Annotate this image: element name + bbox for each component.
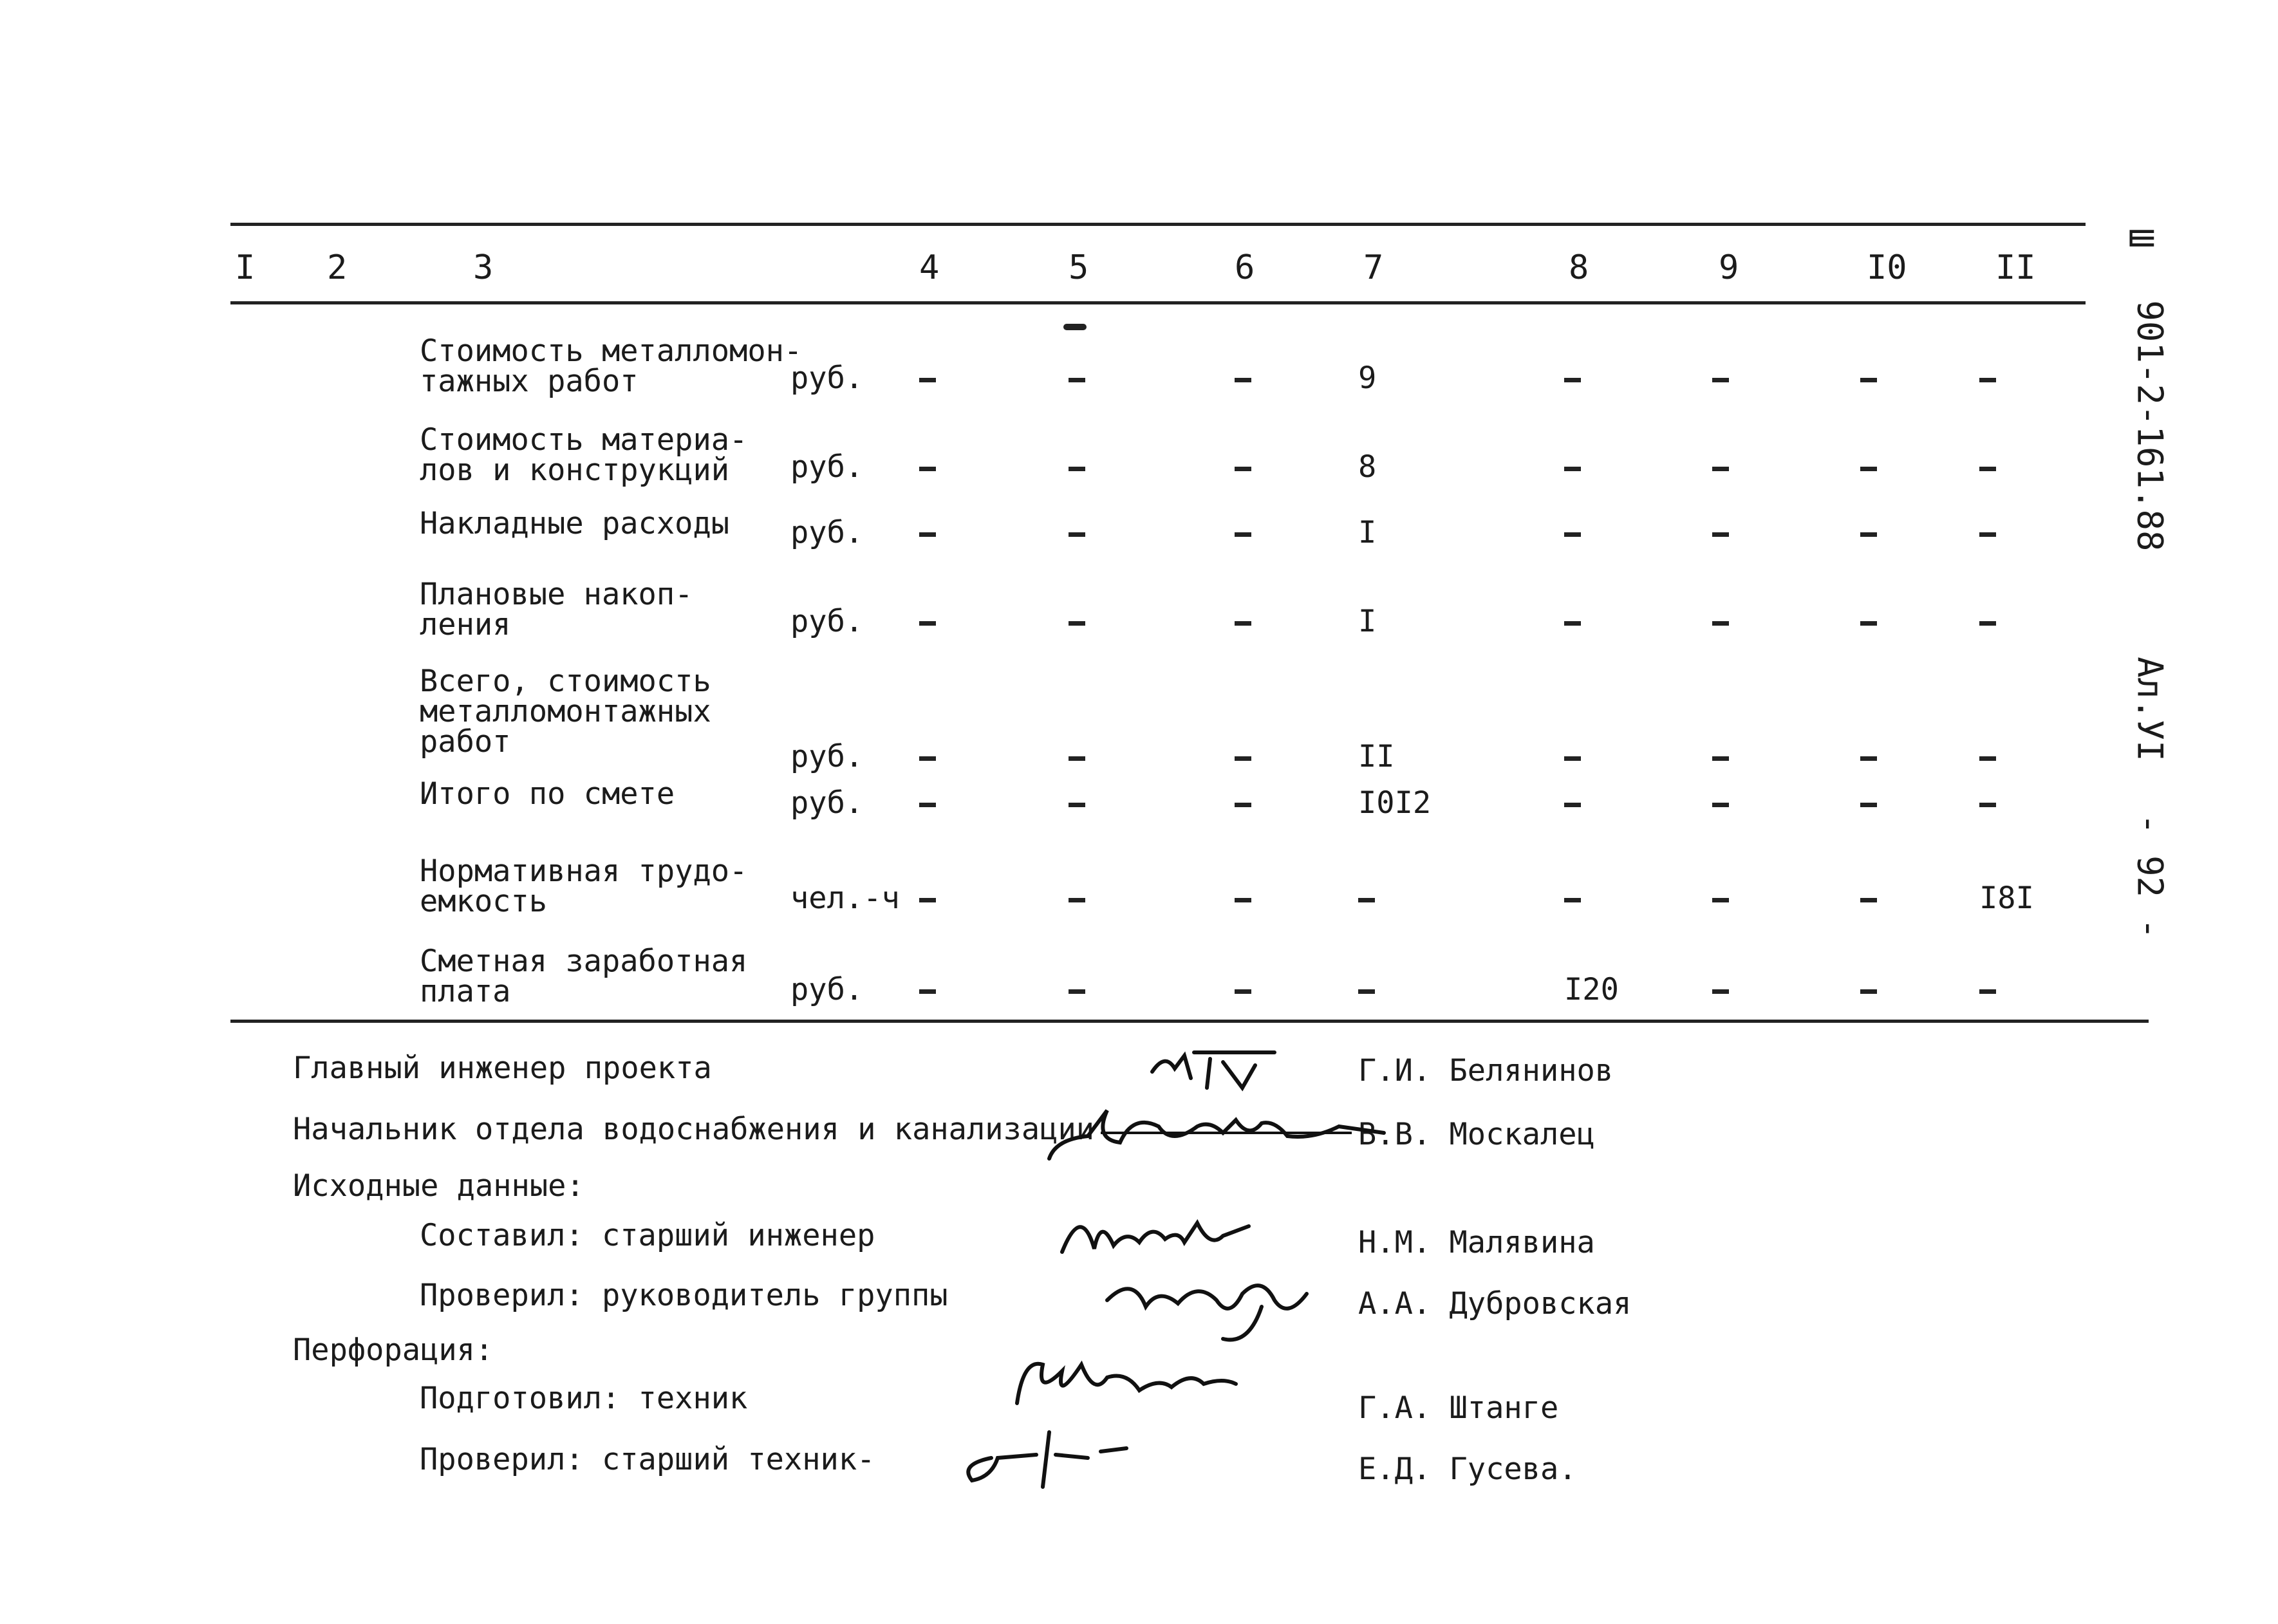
- table-cell-dash: [1564, 449, 1581, 485]
- table-cell-dash: [1979, 604, 1996, 639]
- table-cell-dash: [1069, 604, 1085, 639]
- header-col-8: 8: [1569, 248, 1589, 287]
- table-cell-dash: [1712, 604, 1729, 639]
- department-head-name: В.В. Москалец: [1358, 1117, 1595, 1152]
- table-cell: I: [1358, 604, 1377, 639]
- table-cell-dash: [1860, 604, 1877, 639]
- table-cell-dash: [1069, 785, 1085, 821]
- signature-compiled: [1056, 1197, 1262, 1268]
- table-cell-dash: [1712, 739, 1729, 774]
- table-cell-dash: [1712, 515, 1729, 550]
- row-unit: руб.: [790, 785, 864, 821]
- table-cell-dash: [1069, 449, 1085, 485]
- prepared-name: Г.А. Штанге: [1358, 1390, 1559, 1426]
- table-cell-dash: [919, 739, 936, 774]
- header-bottom-rule: [230, 301, 2086, 304]
- table-cell-dash: [1712, 785, 1729, 821]
- table-cell-dash: [1235, 881, 1251, 916]
- header-col-6: 6: [1235, 248, 1255, 287]
- row-label: Всего, стоимость металломонтажных работ: [420, 664, 711, 760]
- signature-checked: [1094, 1262, 1326, 1352]
- row-label: Стоимость материа- лов и конструкций: [420, 422, 748, 488]
- table-cell-dash: [1712, 972, 1729, 1007]
- row-unit: руб.: [790, 739, 864, 774]
- row-label: Накладные расходы: [420, 506, 730, 541]
- table-cell: I20: [1564, 972, 1619, 1007]
- table-cell-dash: [1235, 739, 1251, 774]
- table-cell-dash: [919, 881, 936, 916]
- document-code: 901-2-161.88: [2129, 300, 2171, 552]
- table-cell-dash: [1069, 972, 1085, 1007]
- table-cell-dash: [1358, 881, 1375, 916]
- signature-prepared: [1004, 1345, 1249, 1416]
- table-bottom-rule: [230, 1020, 2149, 1023]
- side-marker: Ш: [2121, 228, 2160, 248]
- row-label: Нормативная трудо- емкость: [420, 854, 748, 919]
- table-cell-dash: [919, 785, 936, 821]
- table-cell: 8: [1358, 449, 1377, 485]
- table-cell-dash: [1564, 515, 1581, 550]
- chief-engineer-role: Главный инженер проекта: [293, 1050, 712, 1086]
- table-cell-dash: [919, 360, 936, 396]
- row-unit: руб.: [790, 604, 864, 639]
- table-cell-dash: [919, 515, 936, 550]
- row-label: Стоимость металломон- тажных работ: [420, 333, 803, 399]
- table-cell: I: [1358, 515, 1377, 550]
- ink-mark: [1063, 324, 1087, 330]
- table-cell-dash: [1860, 515, 1877, 550]
- table-cell-dash: [1979, 449, 1996, 485]
- table-cell-dash: [1069, 739, 1085, 774]
- table-cell-dash: [1069, 515, 1085, 550]
- table-cell: II: [1358, 739, 1395, 774]
- row-label: Итого по смете: [420, 776, 675, 812]
- table-cell: I8I: [1979, 881, 2034, 916]
- table-cell: 9: [1358, 360, 1377, 396]
- row-unit: руб.: [790, 972, 864, 1007]
- checked2-name: Е.Д. Гусева.: [1358, 1451, 1577, 1487]
- header-col-10: I0: [1867, 248, 1907, 287]
- table-cell-dash: [919, 972, 936, 1007]
- header-col-4: 4: [919, 248, 940, 287]
- header-col-5: 5: [1069, 248, 1089, 287]
- table-cell-dash: [1235, 515, 1251, 550]
- row-unit: чел.-ч: [790, 881, 900, 916]
- table-cell-dash: [1979, 785, 1996, 821]
- row-unit: руб.: [790, 449, 864, 485]
- table-cell-dash: [919, 604, 936, 639]
- header-col-7: 7: [1363, 248, 1384, 287]
- table-cell-dash: [1069, 360, 1085, 396]
- table-cell-dash: [1860, 449, 1877, 485]
- row-label: Сметная заработная плата: [420, 944, 748, 1009]
- page-number: - 92 -: [2129, 813, 2171, 940]
- table-cell-dash: [1358, 972, 1375, 1007]
- table-cell-dash: [1235, 785, 1251, 821]
- signature-checked2: [953, 1419, 1139, 1490]
- table-cell-dash: [1979, 972, 1996, 1007]
- table-cell-dash: [1979, 515, 1996, 550]
- header-col-1: I: [235, 248, 256, 287]
- table-cell-dash: [1069, 881, 1085, 916]
- table-cell-dash: [1564, 604, 1581, 639]
- row-unit: руб.: [790, 515, 864, 550]
- table-cell-dash: [1712, 360, 1729, 396]
- table-cell: I0I2: [1358, 785, 1432, 821]
- table-cell-dash: [1564, 785, 1581, 821]
- table-cell-dash: [1564, 360, 1581, 396]
- table-cell-dash: [919, 449, 936, 485]
- table-cell-dash: [1235, 972, 1251, 1007]
- table-cell-dash: [1712, 881, 1729, 916]
- header-col-11: II: [1995, 248, 2036, 287]
- checked-role: Проверил: руководитель группы: [420, 1278, 948, 1313]
- prepared-role: Подготовил: техник: [420, 1381, 748, 1416]
- table-cell-dash: [1564, 881, 1581, 916]
- table-cell-dash: [1860, 360, 1877, 396]
- compiled-name: Н.М. Малявина: [1358, 1225, 1595, 1260]
- checked2-role: Проверил: старший техник-: [420, 1442, 875, 1477]
- checked-name: А.А. Дубровская: [1358, 1286, 1632, 1321]
- table-cell-dash: [1564, 739, 1581, 774]
- row-label: Плановые накоп- ления: [420, 577, 693, 642]
- sheet-number: Ал.УI: [2129, 657, 2171, 761]
- table-cell-dash: [1979, 360, 1996, 396]
- chief-engineer-name: Г.И. Белянинов: [1358, 1053, 1614, 1088]
- table-cell-dash: [1860, 881, 1877, 916]
- table-cell-dash: [1860, 739, 1877, 774]
- signature-head: [1043, 1088, 1403, 1171]
- table-cell-dash: [1979, 739, 1996, 774]
- table-cell-dash: [1712, 449, 1729, 485]
- table-cell-dash: [1235, 604, 1251, 639]
- table-cell-dash: [1235, 360, 1251, 396]
- compiled-role: Составил: старший инженер: [420, 1218, 875, 1253]
- header-col-2: 2: [327, 248, 348, 287]
- table-cell-dash: [1860, 785, 1877, 821]
- department-head-role: Начальник отдела водоснабжения и канализации: [293, 1112, 1095, 1147]
- row-unit: руб.: [790, 360, 864, 396]
- source-data-heading: Исходные данные:: [293, 1168, 584, 1204]
- table-cell-dash: [1235, 449, 1251, 485]
- side-stamp: [2105, 219, 2182, 940]
- table-top-rule: [230, 223, 2086, 226]
- header-col-9: 9: [1719, 248, 1739, 287]
- table-cell-dash: [1860, 972, 1877, 1007]
- header-col-3: 3: [473, 248, 494, 287]
- perforation-heading: Перфорация:: [293, 1332, 494, 1368]
